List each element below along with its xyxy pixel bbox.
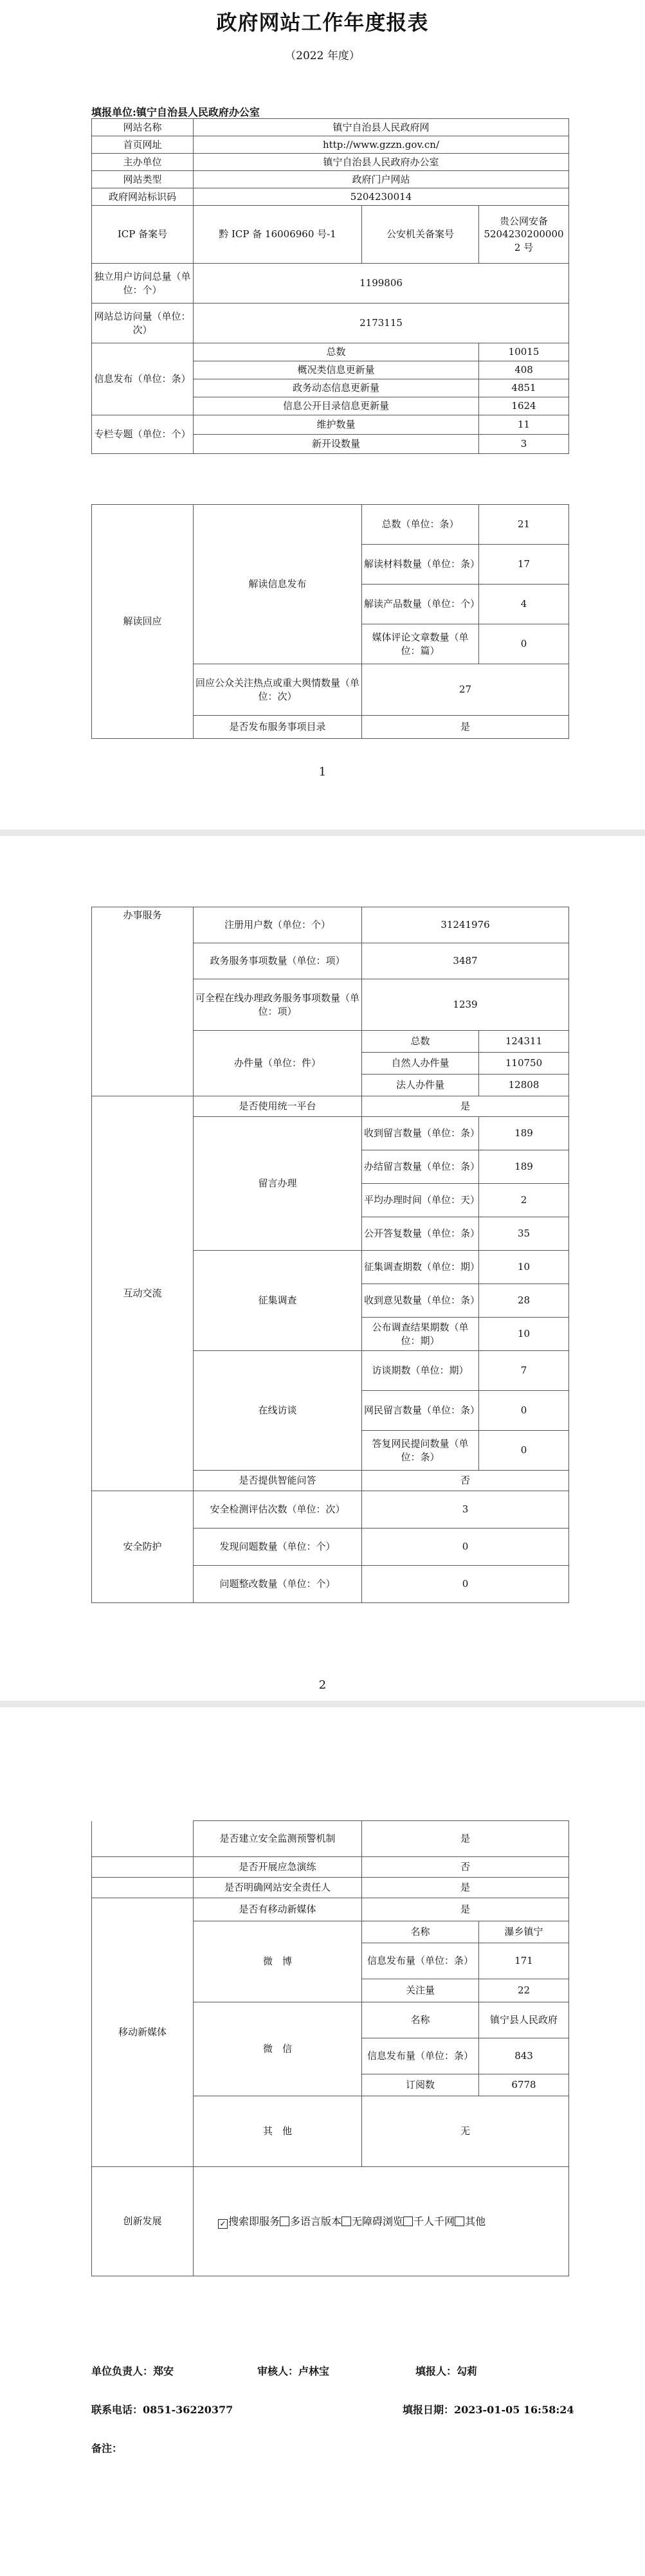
- table-cell: 6778: [479, 2074, 569, 2096]
- table-cell: 平均办理时间（单位：天）: [362, 1184, 479, 1217]
- table-cell: 互动交流: [92, 1096, 194, 1491]
- table-cell: 公开答复数量（单位：条）: [362, 1217, 479, 1251]
- remarks: 备注：: [91, 2442, 123, 2454]
- table-cell: 首页网址: [92, 136, 194, 154]
- table-cell: 2: [479, 1184, 569, 1217]
- table-cell: 新开设数量: [194, 435, 479, 454]
- table-cell: 总数: [362, 1031, 479, 1053]
- police-number: 贵公网安备52042302000002 号: [479, 206, 569, 264]
- checkbox-icon: [280, 2217, 289, 2226]
- table-cell: 网站总访问量（单位：次）: [92, 304, 194, 343]
- filler: 填报人：勾莉: [415, 2365, 478, 2377]
- checkbox-icon: ✓: [218, 2219, 228, 2229]
- table-cell: 是: [362, 1898, 569, 1921]
- table-cell: 访谈期数（单位：期）: [362, 1351, 479, 1391]
- table-cell: 是否发布服务事项目录: [194, 716, 362, 739]
- table-cell: 网站名称: [92, 119, 194, 136]
- checkbox-icon: [455, 2217, 464, 2226]
- table-cell: 政务服务事项数量（单位：项）: [194, 943, 362, 979]
- page-views: 2173115: [194, 304, 569, 343]
- table-cell: 1239: [362, 979, 569, 1031]
- table-cell: 124311: [479, 1031, 569, 1053]
- report-page-2: [0, 836, 645, 1701]
- table-cell: 0: [362, 1566, 569, 1603]
- table-cell: 0: [479, 1431, 569, 1471]
- table-cell: 法人办件量: [362, 1075, 479, 1096]
- table-cell: [92, 1821, 194, 1857]
- table-cell: 媒体评论文章数量（单位：篇）: [362, 624, 479, 664]
- table-cell: 7: [479, 1351, 569, 1391]
- table-cell: 是否建立安全监测预警机制: [194, 1821, 362, 1857]
- checkbox-icon: [403, 2217, 413, 2226]
- table-cell: 110750: [479, 1053, 569, 1075]
- table-cell: 189: [479, 1117, 569, 1150]
- table-cell: 公布调查结果期数（单位：期）: [362, 1318, 479, 1351]
- table-cell: 名称: [362, 2002, 479, 2038]
- table-cell: 办件量（单位：件）: [194, 1031, 362, 1096]
- fill-date: 填报日期：2023-01-05 16:58:24: [403, 2404, 574, 2416]
- table-cell: 网民留言数量（单位：条）: [362, 1391, 479, 1431]
- table-cell: 总数（单位：条）: [362, 505, 479, 545]
- table-cell: 是否有移动新媒体: [194, 1898, 362, 1921]
- table-cell: 概况类信息更新量: [194, 361, 479, 379]
- table-cell: [92, 1857, 194, 1878]
- table-cell: 21: [479, 505, 569, 545]
- table-cell: 办事服务: [92, 907, 194, 1096]
- site-info-table: [91, 118, 569, 454]
- table-cell: 是否明确网站安全责任人: [194, 1878, 362, 1898]
- table-cell: 843: [479, 2038, 569, 2074]
- table-cell: 其 他: [194, 2096, 362, 2167]
- table-cell: 3: [479, 435, 569, 454]
- table-cell: 维护数量: [194, 415, 479, 435]
- table-cell: 政府网站标识码: [92, 188, 194, 206]
- table-cell: 独立用户访问总量（单位：个）: [92, 264, 194, 304]
- unique-visitors: 1199806: [194, 264, 569, 304]
- table-cell: ICP 备案号: [92, 206, 194, 264]
- table-cell: [92, 1878, 194, 1898]
- table-cell: 网站类型: [92, 171, 194, 188]
- table-cell: 微 信: [194, 2002, 362, 2096]
- table-cell: 关注量: [362, 1979, 479, 2002]
- table-cell: 11: [479, 415, 569, 435]
- table-cell: 171: [479, 1943, 569, 1979]
- contact-phone: 联系电话：0851-36220377: [91, 2404, 233, 2416]
- table-cell: 4: [479, 585, 569, 624]
- table-cell: 无: [362, 2096, 569, 2167]
- table-cell: 解读材料数量（单位：条）: [362, 545, 479, 585]
- checkbox-accessibility[interactable]: 无障碍浏览: [341, 2215, 403, 2227]
- table-cell: 12808: [479, 1075, 569, 1096]
- table-cell: 信息发布量（单位：条）: [362, 1943, 479, 1979]
- table-cell: 专栏专题（单位：个）: [92, 415, 194, 454]
- site-home-url: http://www.gzzn.gov.cn/: [194, 136, 569, 154]
- table-cell: 31241976: [362, 907, 569, 943]
- table-cell: 是: [362, 1821, 569, 1857]
- table-cell: 否: [362, 1857, 569, 1878]
- table-cell: 是: [362, 1878, 569, 1898]
- table-cell: 自然人办件量: [362, 1053, 479, 1075]
- page-number: 2: [318, 1678, 327, 1692]
- table-cell: 在线访谈: [194, 1351, 362, 1471]
- reviewer: 审核人：卢林宝: [257, 2365, 330, 2377]
- table-cell: 安全防护: [92, 1491, 194, 1603]
- table-cell: 是: [362, 716, 569, 739]
- table-cell: 公安机关备案号: [362, 206, 479, 264]
- security-media-table: [91, 1820, 569, 2276]
- table-cell: 3487: [362, 943, 569, 979]
- report-page-1: [0, 0, 645, 830]
- site-code: 5204230014: [194, 188, 569, 206]
- checkbox-search-service[interactable]: ✓ 搜索即服务: [218, 2215, 280, 2227]
- site-name: 镇宁自治县人民政府网: [194, 119, 569, 136]
- table-cell: 可全程在线办理政务服务事项数量（单位：项）: [194, 979, 362, 1031]
- filing-unit: 填报单位:镇宁自治县人民政府办公室: [91, 106, 260, 118]
- innovation-options: [194, 2167, 569, 2276]
- table-cell: 信息发布（单位：条）: [92, 343, 194, 415]
- table-cell: 留言办理: [194, 1117, 362, 1251]
- page-number: 1: [318, 765, 327, 779]
- table-cell: 瀑乡镇宁: [479, 1921, 569, 1943]
- table-cell: 4851: [479, 379, 569, 397]
- table-cell: 27: [362, 664, 569, 716]
- site-sponsor: 镇宁自治县人民政府办公室: [194, 154, 569, 171]
- checkbox-icon: [341, 2217, 351, 2226]
- table-cell: 22: [479, 1979, 569, 2002]
- report-year: （2022 年度）: [285, 50, 360, 62]
- table-cell: 微 博: [194, 1921, 362, 2002]
- report-page-3: [0, 1707, 645, 2576]
- table-cell: 解读回应: [92, 505, 194, 739]
- table-cell: 0: [479, 1391, 569, 1431]
- table-cell: 3: [362, 1491, 569, 1528]
- checkbox-personalized[interactable]: 千人千网: [403, 2215, 455, 2227]
- table-cell: 总数: [194, 343, 479, 361]
- table-cell: 收到意见数量（单位：条）: [362, 1284, 479, 1318]
- interpret-table: [91, 504, 569, 739]
- table-cell: 1624: [479, 397, 569, 415]
- table-cell: 回应公众关注热点或重大舆情数量（单位：次）: [194, 664, 362, 716]
- table-cell: 10: [479, 1318, 569, 1351]
- table-cell: 办结留言数量（单位：条）: [362, 1150, 479, 1184]
- table-cell: 10015: [479, 343, 569, 361]
- table-cell: 是否使用统一平台: [194, 1096, 362, 1117]
- table-cell: 移动新媒体: [92, 1898, 194, 2167]
- table-cell: 10: [479, 1251, 569, 1284]
- table-cell: 发现问题数量（单位：个）: [194, 1528, 362, 1566]
- table-cell: 镇宁县人民政府: [479, 2002, 569, 2038]
- table-cell: 订阅数: [362, 2074, 479, 2096]
- table-cell: 信息公开目录信息更新量: [194, 397, 479, 415]
- table-cell: 收到留言数量（单位：条）: [362, 1117, 479, 1150]
- checkbox-multilingual[interactable]: 多语言版本: [280, 2215, 341, 2227]
- service-table: [91, 907, 569, 1603]
- table-cell: 名称: [362, 1921, 479, 1943]
- table-cell: 否: [362, 1471, 569, 1491]
- table-cell: 主办单位: [92, 154, 194, 171]
- table-cell: 解读信息发布: [194, 505, 362, 664]
- table-cell: 征集调查期数（单位：期）: [362, 1251, 479, 1284]
- table-cell: 是: [362, 1096, 569, 1117]
- icp-number: 黔 ICP 备 16006960 号-1: [194, 206, 362, 264]
- table-cell: 0: [479, 624, 569, 664]
- table-cell: 是否提供智能问答: [194, 1471, 362, 1491]
- table-cell: 信息发布量（单位：条）: [362, 2038, 479, 2074]
- table-cell: 35: [479, 1217, 569, 1251]
- table-cell: 答复网民提问数量（单位：条）: [362, 1431, 479, 1471]
- checkbox-other[interactable]: 其他: [455, 2215, 486, 2227]
- table-cell: 注册用户数（单位：个）: [194, 907, 362, 943]
- table-cell: 189: [479, 1150, 569, 1184]
- unit-leader: 单位负责人：郑安: [91, 2365, 174, 2377]
- table-cell: 安全检测评估次数（单位：次）: [194, 1491, 362, 1528]
- table-cell: 创新发展: [92, 2167, 194, 2276]
- table-cell: 28: [479, 1284, 569, 1318]
- table-cell: 政务动态信息更新量: [194, 379, 479, 397]
- table-cell: 问题整改数量（单位：个）: [194, 1566, 362, 1603]
- table-cell: 408: [479, 361, 569, 379]
- site-type: 政府门户网站: [194, 171, 569, 188]
- report-title: 政府网站工作年度报表: [216, 10, 429, 35]
- table-cell: 是否开展应急演练: [194, 1857, 362, 1878]
- table-cell: 解读产品数量（单位：个）: [362, 585, 479, 624]
- table-cell: 17: [479, 545, 569, 585]
- table-cell: 0: [362, 1528, 569, 1566]
- table-cell: 征集调查: [194, 1251, 362, 1351]
